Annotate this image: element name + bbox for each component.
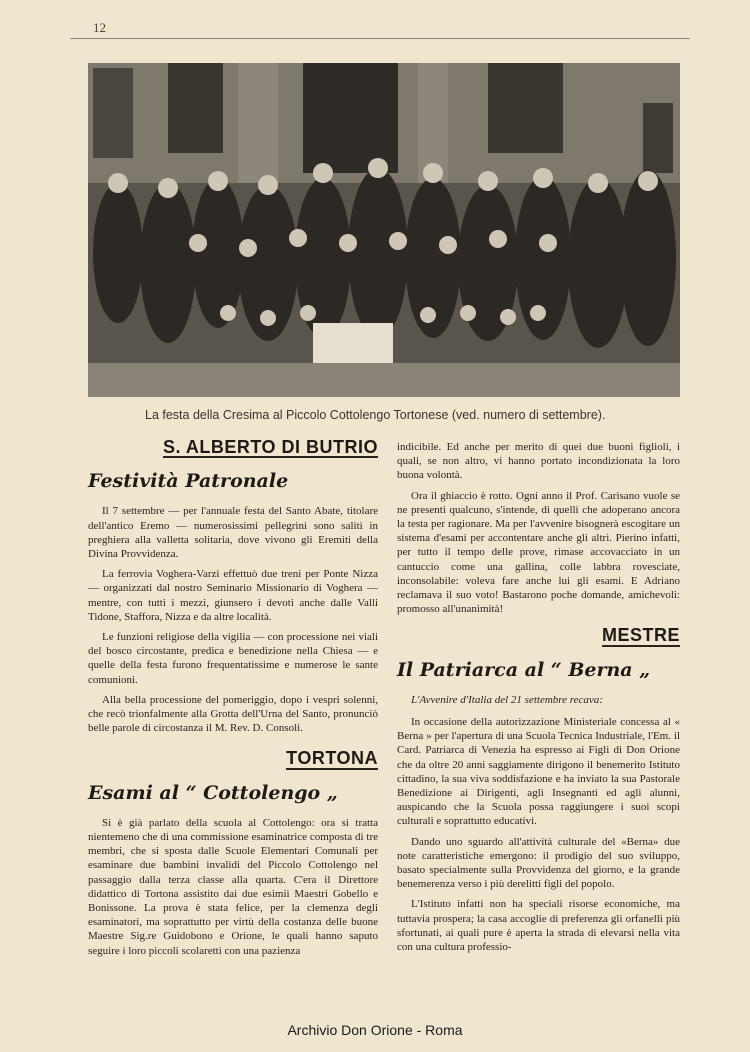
paragraph: Si è già parlato della scuola al Cottolengo: ora si tratta nientemeno che di una commissione esaminatrice composta di tre membri, che si sposta dalle Scuole Elementari Comunali per esaminare due bambini invalidi del Piccolo Cottolengo nel passaggio dalla terza classe alla quarta. C'era il Direttore didattico di Tortona assistito dai due esimii Maestri Gobello e Bonissone. La prova è stata felice, per la clemenza degli esaminatori, ma soprattutto per virtù della costanza delle buone Maestre Sig.re Guidobono e Orione, le quali hanno saputo seguire i loro piccoli scolaretti con una pazienza [88,816,378,957]
paragraph: La ferrovia Voghera-Varzi effettuò due treni per Ponte Nizza — organizzati dal nostro Seminario Missionario di Voghera — mentre, con tutti i mezzi, giunsero i devoti anche dalle Valli Tidone, Staffora, Nizza e da altre località. [88,568,378,623]
article-title-festivita: Festività Patronale [88,470,289,493]
paragraph: In occasione della autorizzazione Ministeriale concessa al « Berna » per l'apertura di una Scuola Tecnica Industriale, l'Em. il Card. Patriarca di Venezia ha espresso ai Figli di Don Orione che da oltre 20 anni saggiamente dirigono il benemerito Istituto cittadino, la sua viva soddisfazione e ha inviato la sua Pastorale Benedizione ai Dirigenti, agli Insegnanti ed agli alunni, auspicando che la Scuola possa raggiungere i suoi scopi culturali e soprattutto educativi. [397,716,680,828]
section-heading-wrap [88,748,378,769]
right-column [397,440,680,960]
article-title-esami: Esami al “ Cottolengo „ [88,781,338,804]
section-heading-butrio: S. ALBERTO DI BUTRIO [162,437,378,457]
group-photo-illustration [88,63,680,397]
paragraph: Alla bella processione del pomeriggio, dopo i vespri solenni, che recò trionfalmente alla Grotta dell'Urna del Santo, pronunciò belle parole di circostanza il M. Rev. D. Consoli. [88,693,378,735]
group-photo [88,63,680,397]
paragraph: Il 7 settembre — per l'annuale festa del Santo Abate, titolare dell'antico Eremo — numerosissimi pellegrini sono saliti in preghiera alla valletta solitaria, dove vivono gli Eremiti della Divina Provvidenza. [88,505,378,561]
section-heading-mestre: MESTRE [601,625,680,646]
photo-caption: La festa della Cresima al Piccolo Cottolengo Tortonese (ved. numero di settembre). [145,408,606,422]
section-heading-tortona: TORTONA [286,748,378,769]
paragraph: indicibile. Ed anche per merito di quei due buoni figlioli, i quali, se non altro, vi hanno portato incondizionata la loro buona volontà. [397,441,680,482]
archive-footer: Archivio Don Orione - Roma [287,1022,463,1038]
article-intro: L'Avvenire d'Italia del 21 settembre recava: [411,693,603,706]
header-rule [70,38,690,39]
page-number: 12 [93,20,106,35]
paragraph: Dando uno sguardo all'attività culturale del «Berna» due note caratteristiche emergono: il prodigio del suo sviluppo, basato specialmente sulla Provvidenza del giorno, e la grande benemerenza verso i più derelitti figli del popolo. [397,835,680,891]
paragraph: Le funzioni religiose della vigilia — con processione nei viali del bosco circostante, predica e benedizione nella Chiesa — e quelle della festa furono frequentatissime e numerose le sante comunioni. [88,631,378,686]
paragraph: Ora il ghiaccio è rotto. Ogni anno il Prof. Carisano vuole se ne presenti qualcuno, s'intende, di quelli che adoperano ancora la testa per ragionare. Ma per l'avvenire bisognerà escogitare un sistema d'esami per accontentare anche gli altri. Pierino infatti, per tutto il tempo delle prove, rimase accovacciato in un cantuccio come una gallina, colle labbra rovesciate, inconsolabile: voleva fare anche lui gli esami. E Adriano reclamava il suo voto! Bastarono poche domande, amichevoli: promosso all'unanimità! [397,489,680,616]
paragraph: L'Istituto infatti non ha speciali risorse economiche, ma tuttavia prospera; la casa accoglie di preferenza gli orfanelli più sfortunati, ai quali pure è aperta la strada di elevarsi nella vita con una cultura professio- [397,898,680,954]
section-heading-wrap [397,625,680,646]
left-column [88,437,378,964]
article-title-patriarca: Il Patriarca al “ Berna „ [397,658,651,681]
section-heading-wrap [88,437,378,458]
